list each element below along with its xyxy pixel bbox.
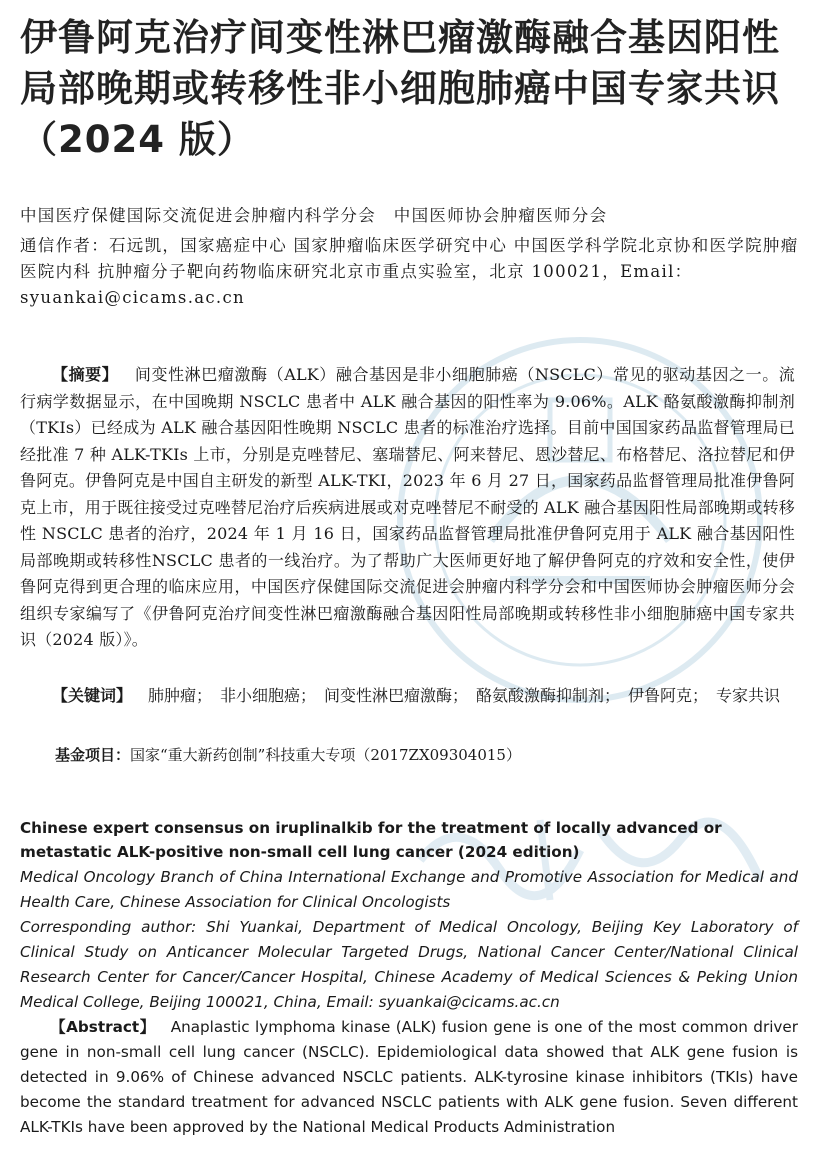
english-abstract-text: Anaplastic lymphoma kinase (ALK) fusion gene is one of the most common driver gene in non-small cell lung cancer (NSCLC). Epidemiological data showed that ALK gene fusion is detected in 9.06% of Chinese advanced NSCLC patients. ALK-tyrosine kinase inhibitors (TKIs) have become the standard treatment for advanced NSCLC patients with ALK gene fusion. Seven different ALK-TKIs have been approved by the National Medical Products Administration xyxy=(20,1018,798,1136)
keywords-zh-label: 【关键词】 xyxy=(52,686,133,705)
funding xyxy=(55,743,795,767)
abstract-zh-text: 间变性淋巴瘤激酶（ALK）融合基因是非小细胞肺癌（NSCLC）常见的驱动基因之一。流行病学数据显示，在中国晚期 NSCLC 患者中 ALK 融合基因的阳性率为 9.06%。ALK 酪氨酸激酶抑制剂（TKIs）已经成为 ALK 融合基因阳性晚期 NSCLC 患者的标准治疗选择。目前中国国家药品监督管理局已经批准 7 种 ALK-TKIs 上市，分别是克唑替尼、塞瑞替尼、阿来替尼、恩沙替尼、布格替尼、洛拉替尼和伊鲁阿克。伊鲁阿克是中国自主研发的新型 ALK-TKI，2023 年 6 月 27 日，国家药品监督管理局批准伊鲁阿克上市，用于既往接受过克唑替尼治疗后疾病进展或对克唑替尼不耐受的 ALK 融合基因阳性局部晚期或转移性 NSCLC 患者的治疗，2024 年 1 月 16 日，国家药品监督管理局批准伊鲁阿克用于 ALK 融合基因阳性局部晚期或转移性NSCLC 患者的一线治疗。为了帮助广大医师更好地了解伊鲁阿克的疗效和安全性，使伊鲁阿克得到更合理的临床应用，中国医疗保健国际交流促进会肿瘤内科学分会和中国医师协会肿瘤医师分会组织专家编写了《伊鲁阿克治疗间变性淋巴瘤激酶融合基因阳性局部晚期或转移性非小细胞肺癌中国专家共识（2024 版）》。 xyxy=(20,365,795,649)
english-affiliation: Medical Oncology Branch of China International Exchange and Promotive Association for Medical and Health Care, Chinese Association for Clinical Oncologists xyxy=(20,868,798,911)
english-title: Chinese expert consensus on iruplinalkib for the treatment of locally advanced or metastatic ALK-positive non-small cell lung cancer (2024 edition) xyxy=(20,819,722,861)
correspondence-info: 通信作者：石远凯，国家癌症中心 国家肿瘤临床医学研究中心 中国医学科学院北京协和医学院肿瘤医院内科 抗肿瘤分子靶向药物临床研究北京市重点实验室，北京 100021，Email：syuankai@cicams.ac.cn xyxy=(20,236,799,307)
keywords-zh xyxy=(20,682,795,710)
english-abstract xyxy=(20,1015,798,1140)
abstract-zh xyxy=(20,362,795,654)
abstract-zh-label: 【摘要】 xyxy=(52,365,119,384)
author-affiliation: 中国医疗保健国际交流促进会肿瘤内科学分会 中国医师协会肿瘤医师分会 xyxy=(20,206,608,225)
funding-label: 基金项目： xyxy=(55,746,131,764)
keywords-zh-text: 肺肿瘤； 非小细胞癌； 间变性淋巴瘤激酶； 酪氨酸激酶抑制剂； 伊鲁阿克； 专家共识 xyxy=(148,686,781,705)
english-abstract-label: 【Abstract】 xyxy=(50,1018,156,1036)
english-corresponding: Corresponding author: Shi Yuankai, Department of Medical Oncology, Beijing Key Laboratory of Clinical Study on Anticancer Molecular Targeted Drugs, National Cancer Center/National Clinical Research Center for Cancer/Cancer Hospital, Chinese Academy of Medical Sciences & Peking Union Medical College, Beijing 100021, China, Email: syuankai@cicams.ac.cn xyxy=(20,918,798,1011)
funding-text: 国家“重大新药创制”科技重大专项（2017ZX09304015） xyxy=(130,746,521,764)
article-title: 伊鲁阿克治疗间变性淋巴瘤激酶融合基因阳性局部晚期或转移性非小细胞肺癌中国专家共识（2024 版） xyxy=(20,16,780,161)
